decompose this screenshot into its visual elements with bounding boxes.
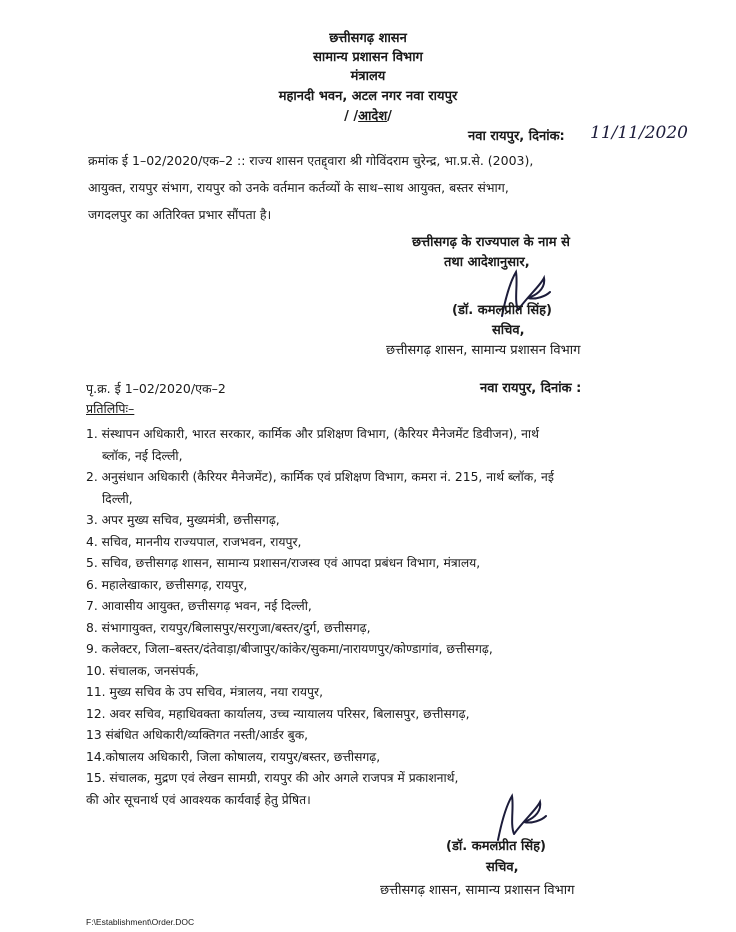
address-line: महानदी भवन, अटल नगर नवा रायपुर bbox=[278, 89, 458, 104]
signatory-2-department: छत्तीसगढ़ शासन, सामान्य प्रशासन विभाग bbox=[380, 883, 575, 898]
list-item-text: 3. अपर मुख्य सचिव, मुख्यमंत्री, छत्तीसगढ़, bbox=[86, 513, 280, 527]
order-heading-prefix: / / bbox=[344, 109, 359, 124]
list-item-text: 13 संबंधित अधिकारी/व्यक्तिगत नस्ती/आर्डर बुक, bbox=[86, 728, 309, 742]
list-item-text: 12. अवर सचिव, महाधिवक्ता कार्यालय, उच्च न्यायालय परिसर, बिलासपुर, छत्तीसगढ़, bbox=[86, 706, 470, 721]
list-item-text: 5. सचिव, छत्तीसगढ़ शासन, सामान्य प्रशासन/राजस्व एवं आपदा प्रबंधन विभाग, मंत्रालय, bbox=[86, 556, 481, 570]
list-item-cont: ब्लॉक, नई दिल्ली, bbox=[102, 448, 183, 463]
list-item bbox=[86, 790, 696, 812]
signatory-2-designation: सचिव, bbox=[486, 860, 519, 875]
signatory-1-department: छत्तीसगढ़ शासन, सामान्य प्रशासन विभाग bbox=[386, 343, 581, 358]
authority-line-1: छत्तीसगढ़ के राज्यपाल के नाम से bbox=[412, 235, 570, 250]
list-item-text: 9. कलेक्टर, जिला–बस्तर/दंतेवाड़ा/बीजापुर/कांकेर/सुकमा/नारायणपुर/कोण्डागांव, छत्तीसगढ़, bbox=[86, 642, 493, 656]
order-body-line-1: क्रमांक ई 1–02/2020/एक–2 :: राज्य शासन एतद्द्वारा श्री गोविंदराम चुरेन्द्र, भा.प्र.से. (2003), bbox=[88, 153, 534, 168]
list-item-text: 6. महालेखाकार, छत्तीसगढ़, रायपुर, bbox=[86, 577, 248, 592]
department-name: सामान्य प्रशासन विभाग bbox=[313, 50, 423, 65]
list-item-text: 10. संचालक, जनसंपर्क, bbox=[86, 663, 199, 678]
endorsement-place-date: नवा रायपुर, दिनांक : bbox=[480, 381, 582, 396]
list-item bbox=[86, 768, 696, 790]
list-item bbox=[86, 467, 696, 510]
ministry-name: मंत्रालय bbox=[350, 69, 386, 84]
order-body-line-3: जगदलपुर का अतिरिक्त प्रभार सौंपता है। bbox=[88, 207, 272, 222]
list-item bbox=[86, 661, 696, 683]
list-item-text: 2. अनुसंधान अधिकारी (कैरियर मैनेजमेंट), कार्मिक एवं प्रशिक्षण विभाग, कमरा नं. 215, नार्थ ब्लॉक, नई bbox=[86, 470, 554, 484]
list-item-text: 15. संचालक, मुद्रण एवं लेखन सामग्री, रायपुर की ओर अगले राजपत्र में प्रकाशनार्थ, bbox=[86, 771, 459, 785]
list-item-text: की ओर सूचनार्थ एवं आवश्यक कार्यवाई हेतु प्रेषित। bbox=[86, 792, 311, 807]
list-item bbox=[86, 532, 696, 554]
list-item-cont: दिल्ली, bbox=[102, 491, 133, 506]
date-label: नवा रायपुर, दिनांक: bbox=[468, 129, 565, 144]
endorsement-ref: पृ.क्र. ई 1–02/2020/एक–2 bbox=[86, 381, 226, 396]
order-body-line-2: आयुक्त, रायपुर संभाग, रायपुर को उनके वर्तमान कर्तव्यों के साथ–साथ आयुक्त, बस्तर संभाग, bbox=[88, 180, 509, 195]
list-item-text: 8. संभागायुक्त, रायपुर/बिलासपुर/सरगुजा/बस्तर/दुर्ग, छत्तीसगढ़, bbox=[86, 620, 371, 635]
authority-line-2: तथा आदेशानुसार, bbox=[444, 255, 530, 270]
order-heading-word: आदेश bbox=[358, 109, 388, 124]
copy-list bbox=[86, 424, 696, 811]
list-item-text: 14.कोषालय अधिकारी, जिला कोषालय, रायपुर/बस्तर, छत्तीसगढ़, bbox=[86, 749, 381, 764]
signatory-1-designation: सचिव, bbox=[492, 323, 525, 338]
list-item bbox=[86, 510, 696, 532]
list-item bbox=[86, 704, 696, 726]
signatory-2-name: (डॉ. कमलप्रीत सिंह) bbox=[446, 839, 546, 854]
list-item bbox=[86, 596, 696, 618]
list-item bbox=[86, 575, 696, 597]
handwritten-date: 11/11/2020 bbox=[590, 123, 688, 143]
list-item bbox=[86, 682, 696, 704]
list-item bbox=[86, 424, 696, 467]
list-item-text: 11. मुख्य सचिव के उप सचिव, मंत्रालय, नया रायपुर, bbox=[86, 685, 323, 699]
list-item-text: 7. आवासीय आयुक्त, छत्तीसगढ़ भवन, नई दिल्ली, bbox=[86, 599, 312, 613]
list-item bbox=[86, 725, 696, 747]
list-item-text: 4. सचिव, माननीय राज्यपाल, राजभवन, रायपुर, bbox=[86, 534, 302, 549]
list-item bbox=[86, 553, 696, 575]
signatory-1-name: (डॉ. कमलप्रीत सिंह) bbox=[452, 303, 552, 318]
order-heading-suffix: / bbox=[387, 109, 392, 124]
copies-label: प्रतिलिपिः– bbox=[86, 401, 135, 416]
list-item bbox=[86, 618, 696, 640]
list-item-text: 1. संस्थापन अधिकारी, भारत सरकार, कार्मिक और प्रशिक्षण विभाग, (कैरियर मैनेजमेंट डिवीजन), नार्थ bbox=[86, 427, 539, 441]
list-item bbox=[86, 639, 696, 661]
govt-name: छत्तीसगढ़ शासन bbox=[329, 31, 407, 46]
file-path: F:\Establishment\Order.DOC bbox=[86, 917, 195, 927]
list-item bbox=[86, 747, 696, 769]
